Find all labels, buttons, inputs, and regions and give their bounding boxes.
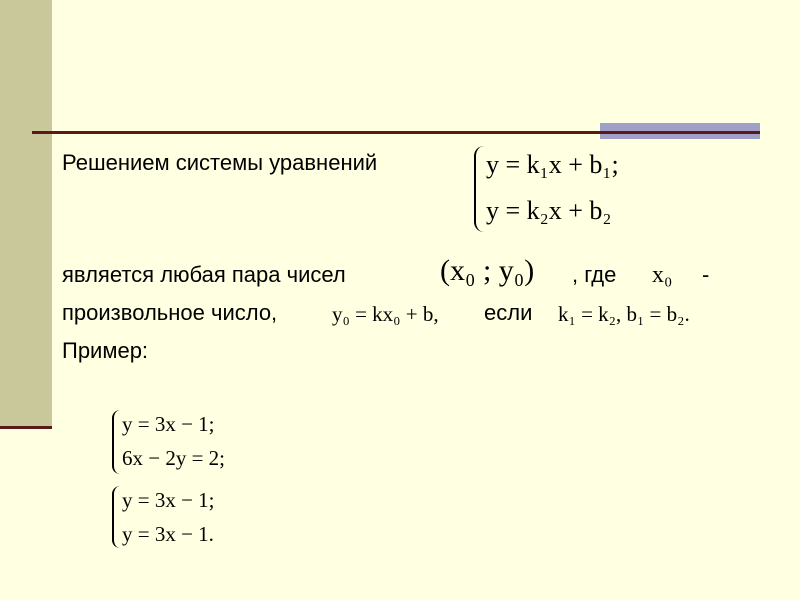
system-brace [474,146,484,232]
example1-eq1: y = 3x − 1; [122,412,215,436]
example-label: Пример: [62,338,149,363]
system-eq1: y = k₁x + b₁; [486,150,619,179]
example2-eq2: y = 3x − 1. [122,522,214,546]
line2-text: является любая пара чисел [62,262,346,287]
line3-text: произвольное число, [62,300,278,325]
example1-eq2: 6x − 2y = 2; [122,446,226,470]
x0-formula: x₀ [652,262,673,288]
example2-eq1: y = 3x − 1; [122,488,215,512]
line2-dash: - [702,262,710,287]
sidebar-underline [0,426,52,429]
line1-text: Решением системы уравнений [62,150,378,175]
condition-formula: k₁ = k₂, b₁ = b₂. [558,302,690,326]
decorative-sidebar [0,0,52,426]
pair-formula: (x₀ ; y₀) [440,254,535,287]
example2-brace [112,486,120,548]
line2-where: , где [572,262,617,287]
example1-brace [112,410,120,474]
title-rule [32,131,600,134]
line3-if: если [484,300,533,325]
system-eq2: y = k₂x + b₂ [486,196,612,225]
y0-formula: y₀ = kx₀ + b, [332,302,439,326]
title-rule-accent [600,123,760,139]
